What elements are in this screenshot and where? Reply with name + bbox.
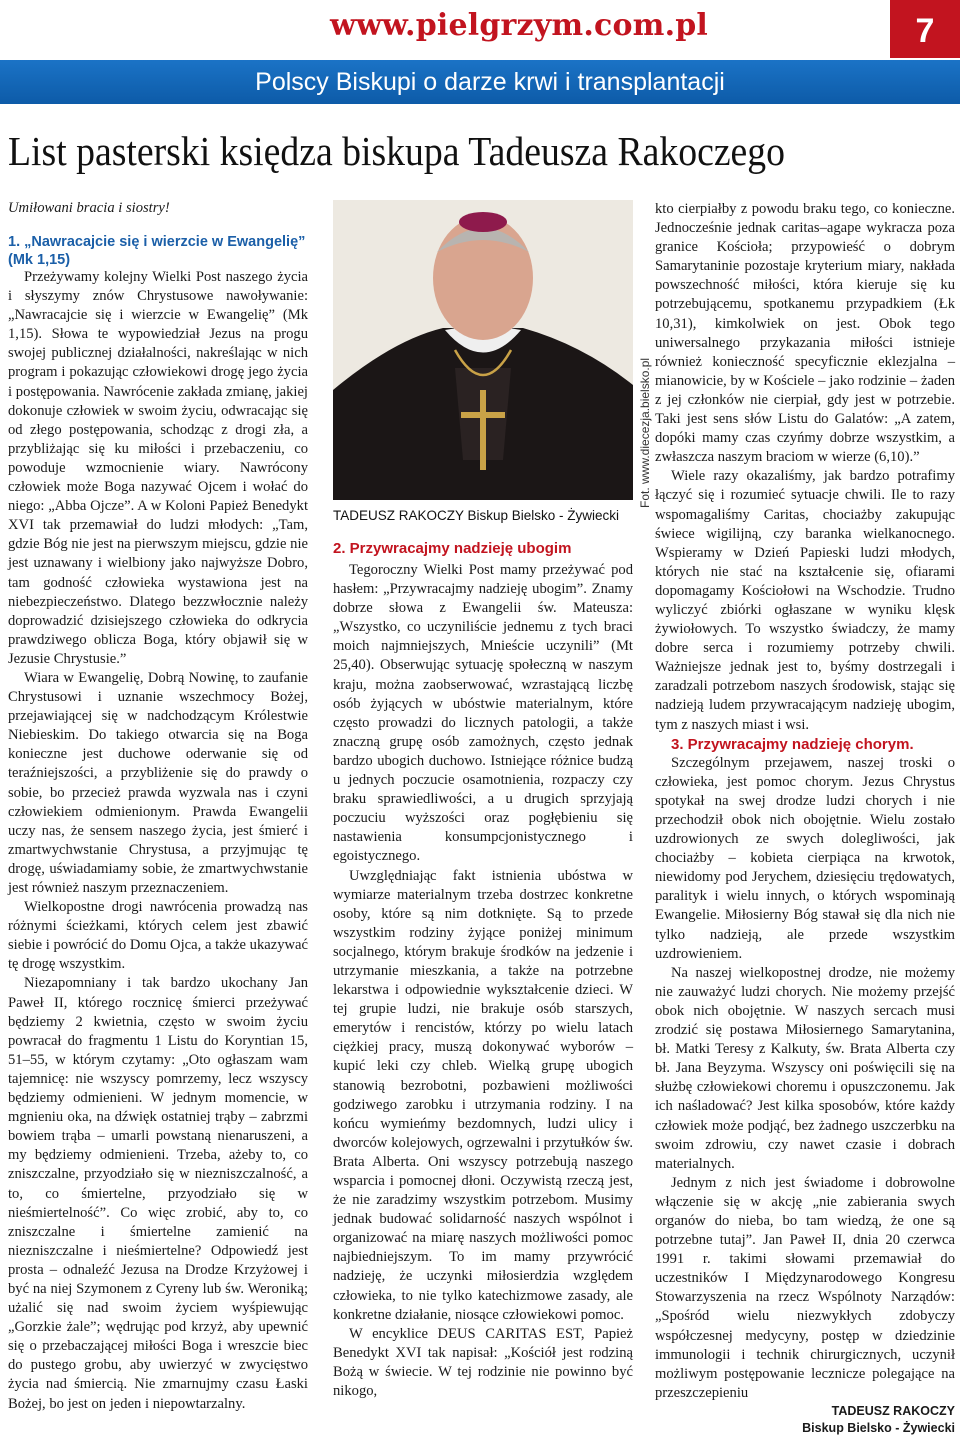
signature-title: Biskup Bielsko - Żywiecki bbox=[802, 1420, 955, 1435]
paragraph: kto cierpiałby z powodu braku tego, co konieczne. Jednocześnie jednak caritas–agape wykracza poza granice Kościoła; przypowieść o dobrym Samarytaninie pozostaje kryterium miary, nakłada powszechność miłości, która kieruje się ku potrzebującemu, spotkanemu przypadkiem (Łk 10,31), kimkolwiek on jest. Obok tego uniwersalnego przykazania miłości istnieje również konieczność specyficznie eklezjalna – mianowicie, by w Kościele – jako rodzinie – żaden z jej członków nie cierpiał, gdy jest w potrzebie. Taki jest sens słów Listu do Galatów: „A zatem, dopóki mamy czas czyńmy dobrze wszystkim, a zwłaszcza naszym braciom w wierze (6,10).” bbox=[655, 201, 955, 466]
paragraph: Szczególnym przejawem, naszej troski o człowieka, jest pomoc chorym. Jezus Chrystus spotykał na swej drodze ludzi chorych i nie przechodził obok nich obojętnie. Wielu zostało uzdrowionych ze swych dolegliwości, jak chociażby – kobieta cierpiąca na krwotok, niewidomy pod Jerychem, dziesięciu trędowatych, paralityk i wielu innych, o których wspominają Ewangelie. Miłosierny Bóg stawał się dla nich nie tylko nadzieją, ale przede wszystkim uzdrowieniem. bbox=[655, 754, 955, 962]
column-2 bbox=[333, 561, 633, 1401]
photo-credit bbox=[634, 310, 654, 510]
column-1 bbox=[8, 268, 308, 1414]
section-2-title: 2. Przywracajmy nadzieję ubogim bbox=[333, 540, 572, 557]
paragraph: Jednym z nich jest świadome i dobrowolne włączenie się w akcję „nie zabierania swych organów do nieba, bo tam wiedzą, że one są potrzebne tutaj”. Jan Paweł II, dnia 20 czerwca 1991 r. takimi słowami przemawiał do uczestników I Międzynarodowego Kongresu Stowarzyszenia na rzecz Wspólnoty Narządów: „Spośród wielu niezwykłych zdobyczy współczesnej medycyny, postęp w dziedzinie immunologii i technik chirurgicznych, uczynił możliwym postępowanie lecznicze polegające na przeszczepieniu bbox=[655, 1174, 955, 1401]
paragraph: Tegoroczny Wielki Post mamy przeżywać pod hasłem: „Przywracajmy nadzieję ubogim”. Znamy dobrze słowa z Ewangelii św. Mateusza: „Wszystko, co uczyniliście jednemu z tych braci moich najmniejszych, Mnieście uczynili” (Mt 25,40). Obserwując sytuację społeczną w naszym kraju, można zaobserwować, wzrastającą liczbę osób żyjących w ubóstwie materialnym, które często prowadzi do licznych patologii, a także znaczną grupę osób zamożnych, często jednak bardzo ubogich duchowo. Istniejące różnice budzą u jednych poczucie osamotnienia, rozpaczy czy braku sprawiedliwości, a u drugich sprzyjają poczuciu wyższości oraz pogłębieniu się nastawienia konsumpcjonistycznego i egoistycznego. bbox=[333, 562, 633, 865]
paragraph: Wielkopostne drogi nawrócenia prowadzą nas różnymi ścieżkami, których celem jest zbawić siebie i powrócić do Domu Ojca, a także ukazywać tę drogę wszystkim. bbox=[8, 899, 308, 973]
paragraph: Uwzględniając fakt istnienia ubóstwa w wymiarze materialnym trzeba dostrzec konkretne osoby, które są nim dotknięte. Są to przede wszystkim rodziny żyjące poniżej minimum socjalnego, którym brakuje środków na jedzenie i utrzymanie mieszkania, a także na potrzebne lekarstwa i odpowiednie wykształcenie dzieci. W tej grupie ludzi, nie brakuje osób starszych, emerytów i rencistów, którzy po wielu latach ciężkiej pracy, muszą dokonywać wyborów – kupić leki czy chleb. Wielką grupę ubogich stanowią bezrobotni, pozbawieni możliwości godziwego zarobku i utrzymania rodziny. I na końcu wymieńmy bezdomnych, ludzi ulicy i dworców kolejowych, ogrzewalni i przytułków św. Brata Alberta. Oni wszyscy potrzebują naszego wsparcia i pomocnej dłoni. Oczywistą rzeczą jest, że nie zaradzimy wszystkim potrzebom. Musimy jednak budować solidarność naszych wspólnot i organizować na miarę naszych możliwości pomoc najbiedniejszym. To im mamy przywrócić nadzieję, że uczynki miłosierdzia względem człowieka, to nie tylko katechizmowe zasady, ale konkretne działanie, niosące człowiekowi pomoc. bbox=[333, 867, 633, 1323]
section-1-title: 1. „Nawracajcie się i wierzcie w Ewangelię” (Mk 1,15) bbox=[8, 234, 306, 268]
photo-caption: TADEUSZ RAKOCZY Biskup Bielsko - Żywiecki bbox=[333, 508, 620, 523]
paragraph: Niezapomniany i tak bardzo ukochany Jan Paweł II, którego rocznicę śmierci przeżywać będziemy 2 kwietnia, często w swoim życiu powracał do fragmentu 1 Listu do Koryntian 15, 51–55, w którym czytamy: „Oto ogłaszam wam tajemnicę: nie wszyscy pomrzemy, lecz wszyscy będziemy odmienieni. W jednym momencie, w mgnieniu oka, na dźwięk ostatniej trąby – zabrzmi bowiem trąba – umarli powstaną nienaruszeni, a my będziemy odmienieni. Trzeba, ażeby to, co zniszczalne, przyodziało się w niezniszczalność, a to, co śmiertelne, przyodziało się w nieśmiertelność”. Co więc zrobić, aby to, co zniszczalne i śmiertelne zamienić na niezniszczalne i nieśmiertelne? Odpowiedź jest prosta – odnaleźć Jezusa na Drodze Krzyżowej i być na niej Szymonem z Cyreny lub św. Weroniką; użalić się nad swoim życiem wyśpiewując „Gorzkie żale”; wędrując pod krzyż, aby upewnić się o przebaczającej miłości Boga i wreszcie biec do pustego grobu, aby uwierzyć w zwycięstwo życia nad śmiercią. Nie zmarnujmy czasu Łaski Bożej, bo jest on jeden i niepowtarzalny. bbox=[8, 975, 308, 1412]
paragraph: Na naszej wielkopostnej drodze, nie możemy nie zauważyć ludzi chorych. Nie możemy przejść obok nich obojętnie. W naszych sercach musi zrodzić się postawa Miłosiernego Samarytanina, bł. Matki Teresy z Kalkuty, św. Brata Alberta czy bł. Jana Beyzyma. Wszyscy oni poświęcili się na służbę człowiekowi choremu i opuszczonemu. Jak ich naśladować? Jest kilka sposobów, które każdy człowiek może podjąć, bez żadnego uszczerbku na swoim zdrowiu, czy nawet czasie i dobrach materialnych. bbox=[655, 964, 955, 1172]
paragraph: Wiele razy okazaliśmy, jak bardzo potrafimy łączyć się i rozumieć sytuacje chwili. Ile to razy wspomagaliśmy Caritas, chociażby zakupując świece wigilijną, czy baranka wielkanocnego. Wspieramy w Dzień Papieski ludzi młodych, których nie stać na kształcenie się, ofiarami dopomagamy Kościołowi na Wschodzie. Trudno wyliczyć zbiórki ogłaszane w wyniku klęsk żywiołowych. To wszystko świadczy, że mamy dobre serca i rozumiemy potrzeby chwili. Ważniejsze jednak jest to, byśmy dostrzegali i zaradzali potrzebom naszych środowisk, stając się nadzieją ludem przywracającym nadzieję ubogim, tym z naszych miast i wsi. bbox=[655, 468, 955, 733]
salutation: Umiłowani bracia i siostry! bbox=[8, 200, 170, 216]
bishop-portrait-illustration bbox=[333, 200, 633, 500]
column-3 bbox=[655, 200, 955, 1437]
paragraph: W encyklice DEUS CARITAS EST, Papież Benedykt XVI tak napisał: „Kościół jest rodziną Bożą w świecie. W tej rodzinie nie powinno być nikogo, bbox=[333, 1325, 633, 1400]
page-number: 7 bbox=[890, 0, 960, 58]
article-headline: List pasterski księdza biskupa Tadeusza Rakoczego bbox=[8, 128, 786, 174]
site-url: www.pielgrzym.com.pl bbox=[330, 8, 709, 43]
signature-name: TADEUSZ RAKOCZY bbox=[831, 1403, 955, 1418]
photo-credit-text: Fot. www.diecezja.bielsko.pl bbox=[638, 357, 652, 508]
paragraph: Przeżywamy kolejny Wielki Post naszego życia i słyszymy znów Chrystusowe nawoływanie: „Nawracajcie się i wierzcie w Ewangelię” (Mk 1,15). Słowa te wypowiedział Jezus na progu swojej publicznej działalności, nakreślając w nich program i pokazując człowiekowi drogę jego życia i postępowania. Nawrócenie zakłada zmianę, jakiej dokonuje człowiek w swoim życiu, odwracając się od złego postępowania, schodząc z drogi zła, a przybliżając się ku miłości i przebaczeniu, co powoduje wzmocnienie wiary. Nawrócony człowiek może Boga nazywać Ojcem i wołać do niego: „Abba Ojcze”. A w Koloni Papież Benedykt XVI tak przemawiał do ludzi młodych: „Tam, gdzie Bóg nie jest na pierwszym miejscu, gdzie nie jest uznawany i wielbiony jako najwyższe Dobro, tam godność człowieka wystawiona jest na niebezpieczeństwo. Dlatego bezzwłocznie należy doprowadzić dzisiejszego człowieka do odkrycia prawdziwego oblicza Boga, który objawił się w Jezusie Chrystusie.” bbox=[8, 269, 308, 667]
bishop-photo bbox=[333, 200, 633, 500]
section-3-title: 3. Przywracajmy nadzieję chorym. bbox=[671, 735, 914, 753]
paragraph: Wiara w Ewangelię, Dobrą Nowinę, to zaufanie Chrystusowi i uznanie wszechmocy Bożej, przejawiającej się w nadchodzącym Królestwie Niebieskim. Do takiego otwarcia się na Boga konieczne jest duchowe oderwanie się od teraźniejszości, a przybliżenie się do prawdy o sobie, bo przecież prawda wyzwala nas i czyni człowiekiem odmienionym. Prawda Ewangelii uczy nas, że sensem naszego życia, jest śmierć i zmartwychwstanie Chrystusa, a przyjmując tę drogę, uświadamiamy sobie, że zmartwychwstanie jest również naszym przeznaczeniem. bbox=[8, 669, 308, 896]
section-banner: Polscy Biskupi o darze krwi i transplantacji bbox=[0, 60, 960, 104]
